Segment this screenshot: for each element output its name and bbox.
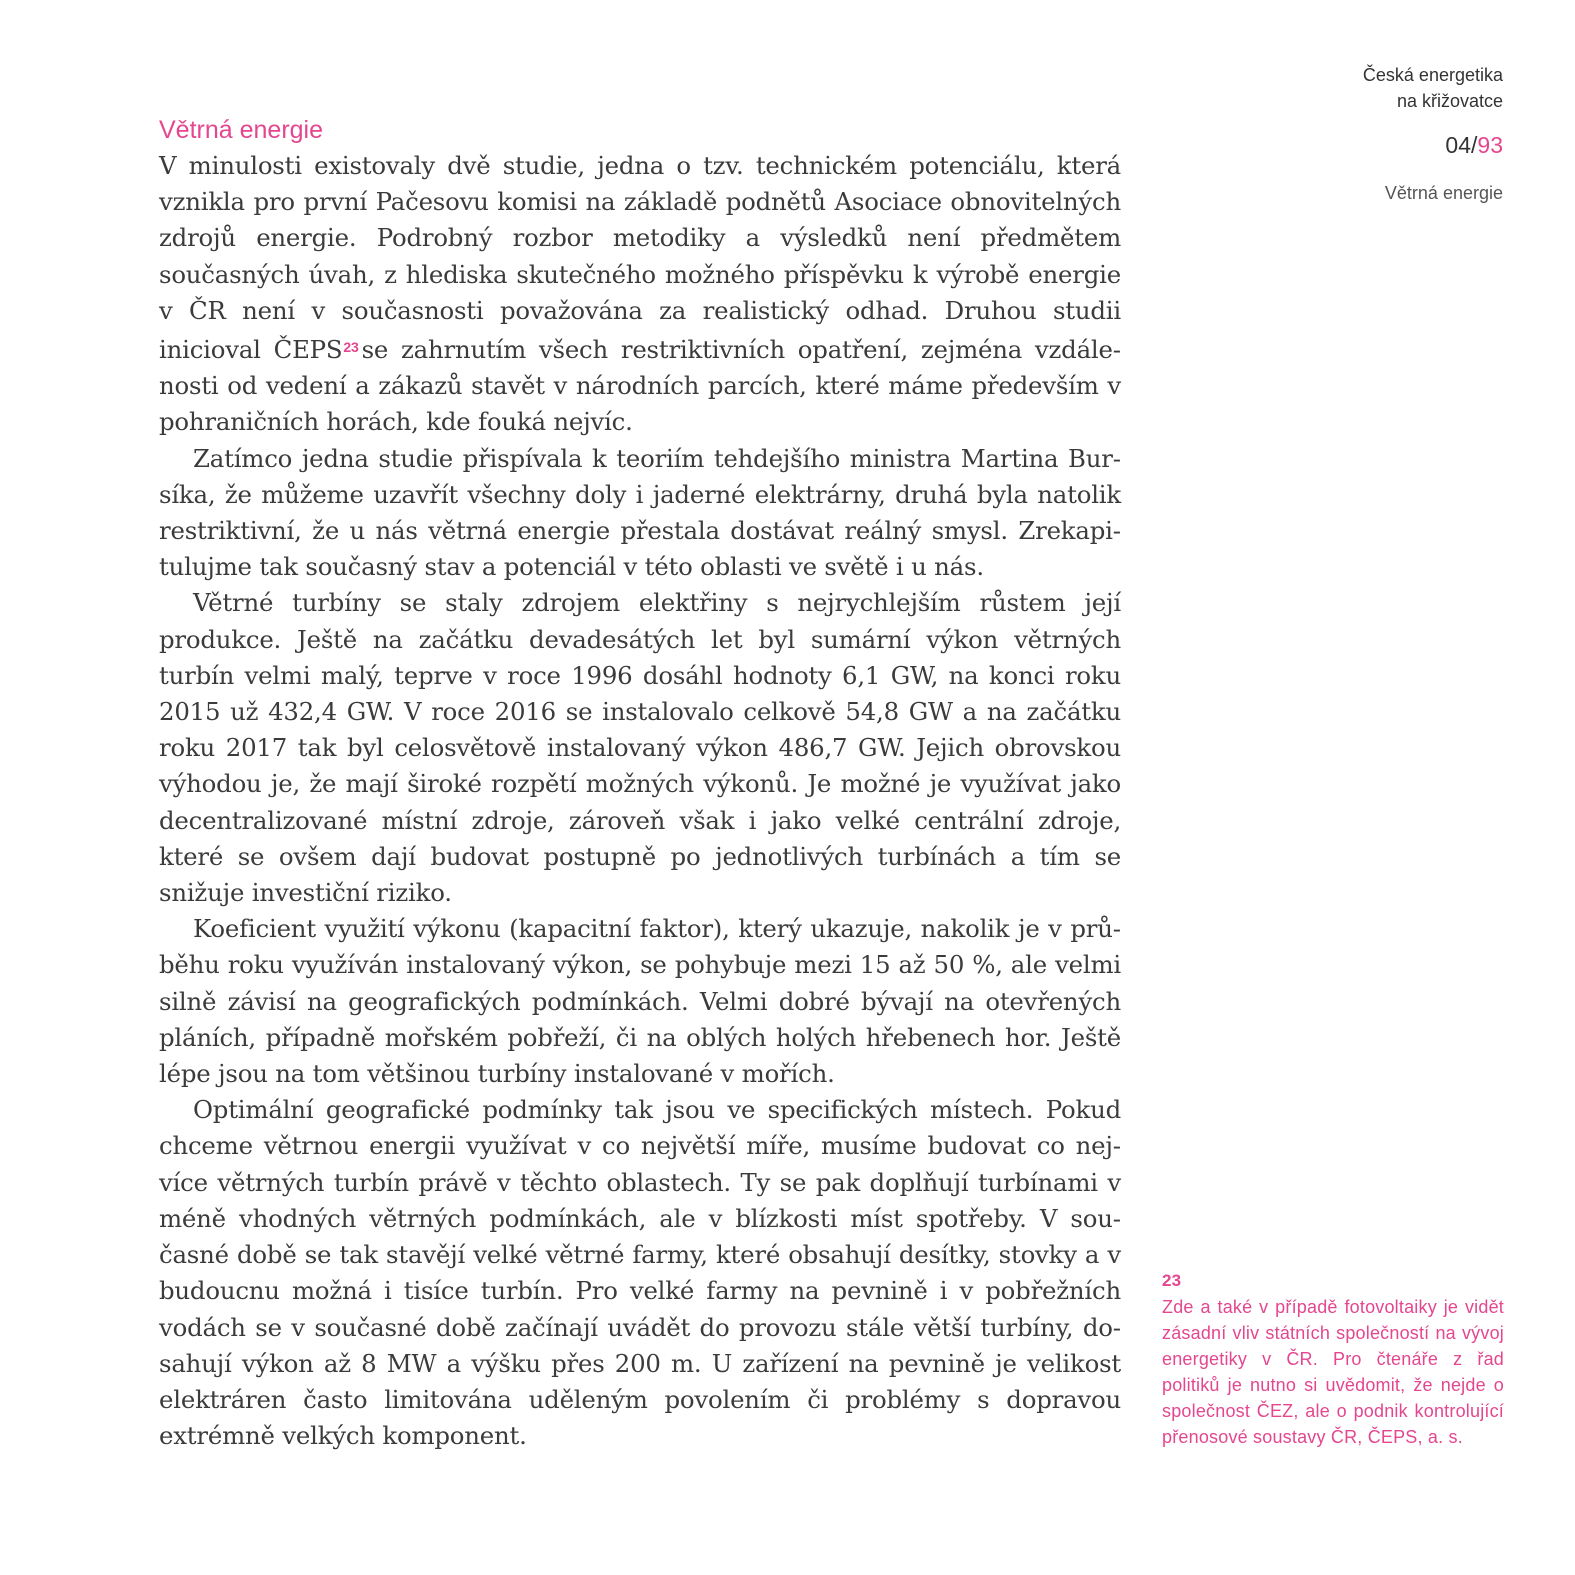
page-header [1243,62,1503,204]
book-title [1243,62,1503,114]
running-head: Větrná energie [1384,183,1503,203]
footnote-23 [1162,1268,1504,1450]
page-separator: / [1471,132,1478,158]
paragraph-2: Zatímco jedna studie přispívala k teoriím tehdejšího ministra Martina Bursíka, že můžeme uzavřít všechny doly i jaderné elektrárny, druhá byla natolik restriktivní, že u nás větrná energie přestala dostávat reálný smysl. Zrekapitulujme tak současný stav a potenciál v této oblasti ve světě i u nás. [159,443,1121,582]
book-title-line2: na křižovatce [1396,91,1503,111]
page-current: 04 [1445,132,1472,158]
paragraph-1-part-b: se zahrnutím všech restriktivních opatření, zejména vzdálenosti od vedení a zákazů stavět v národních parcích, které máme především v pohraničních horách, kde fouká nejvíc. [159,335,1121,437]
footnote-ref-23[interactable]: 23 [343,339,359,356]
paragraph-4: Koeficient využití výkonu (kapacitní faktor), který ukazuje, nakolik je v průběhu roku využíván instalovaný výkon, se pohybuje mezi 15 až 50 %, ale velmi silně závisí na geografických podmínkách. Velmi dobré bývají na otevřených pláních, případně mořském pobřeží, či na oblých holých hřebenech hor. Ještě lépe jsou na tom většinou turbíny instalované v mořích. [159,914,1121,1089]
footnote-text: Zde a také v případě fotovoltaiky je vidět zásadní vliv státních společností na vývoj energetiky v ČR. Pro čtenáře z řad politiků je nutno si uvědomit, že nejde o společnost ČEZ, ale o podnik kontrolující přenosové soustavy ČR, ČEPS, a. s. [1162,1297,1504,1447]
book-title-line1: Česká energetika [1362,65,1503,85]
main-text [159,112,1121,1454]
paragraph-3: Větrné turbíny se staly zdrojem elektřiny s nejrychlejším růstem její produkce. Ještě na začátku devadesátých let byl sumární výkon větrných turbín velmi malý, teprve v roce 1996 dosáhl hodnoty 6,1 GW, na konci roku 2015 už 432,4 GW. V roce 2016 se instalovalo celkově 54,8 GW a na začátku roku 2017 tak byl celosvětově instalovaný výkon 486,7 GW. Jejich obrovskou výhodou je, že mají široké rozpětí možných výkonů. Je možné je využívat jako decentralizované místní zdroje, zároveň však i jako velké centrální zdroje, které se ovšem dají budovat postupně po jednotlivých turbínách a tím se snižuje investiční riziko. [159,588,1121,908]
paragraph-1-part-a: V minulosti existovaly dvě studie, jedna o tzv. technickém potenciálu, která vznikla pro první Pačesovu komisi na základě podnětů Asociace obnovitelných zdrojů energie. Podrobný rozbor metodiky a výsledků není předmětem současných úvah, z hlediska skutečného možného příspěvku k výrobě energie v ČR není v současnosti považována za realistický odhad. Druhou studii inicioval ČEPS [159,151,1121,365]
section-title: Větrná energie [159,116,324,144]
paragraph-5: Optimální geografické podmínky tak jsou ve specifických místech. Pokud chceme větrnou energii využívat v co největší míře, musíme budovat co nejvíce větrných turbín právě v těchto oblastech. Ty se pak doplňují turbínami v méně vhodných větrných podmínkách, ale v blízkosti míst spotřeby. V současné době se tak stavějí velké větrné farmy, které obsahují desítky, stovky a v budoucnu možná i tisíce turbín. Pro velké farmy na pevnině i v pobřežních vodách se v současné době začínají uvádět do provozu stále větší turbíny, dosahují výkon až 8 MW a výšku přes 200 m. U zařízení na pevnině je velikost elektráren často limitována uděleným povolením či problémy s dopravou extrémně velkých komponent. [159,1095,1121,1451]
page-total: 93 [1477,132,1503,158]
paragraph-1 [159,148,1121,441]
footnote-number: 23 [1162,1271,1182,1290]
page-number [1243,132,1503,159]
